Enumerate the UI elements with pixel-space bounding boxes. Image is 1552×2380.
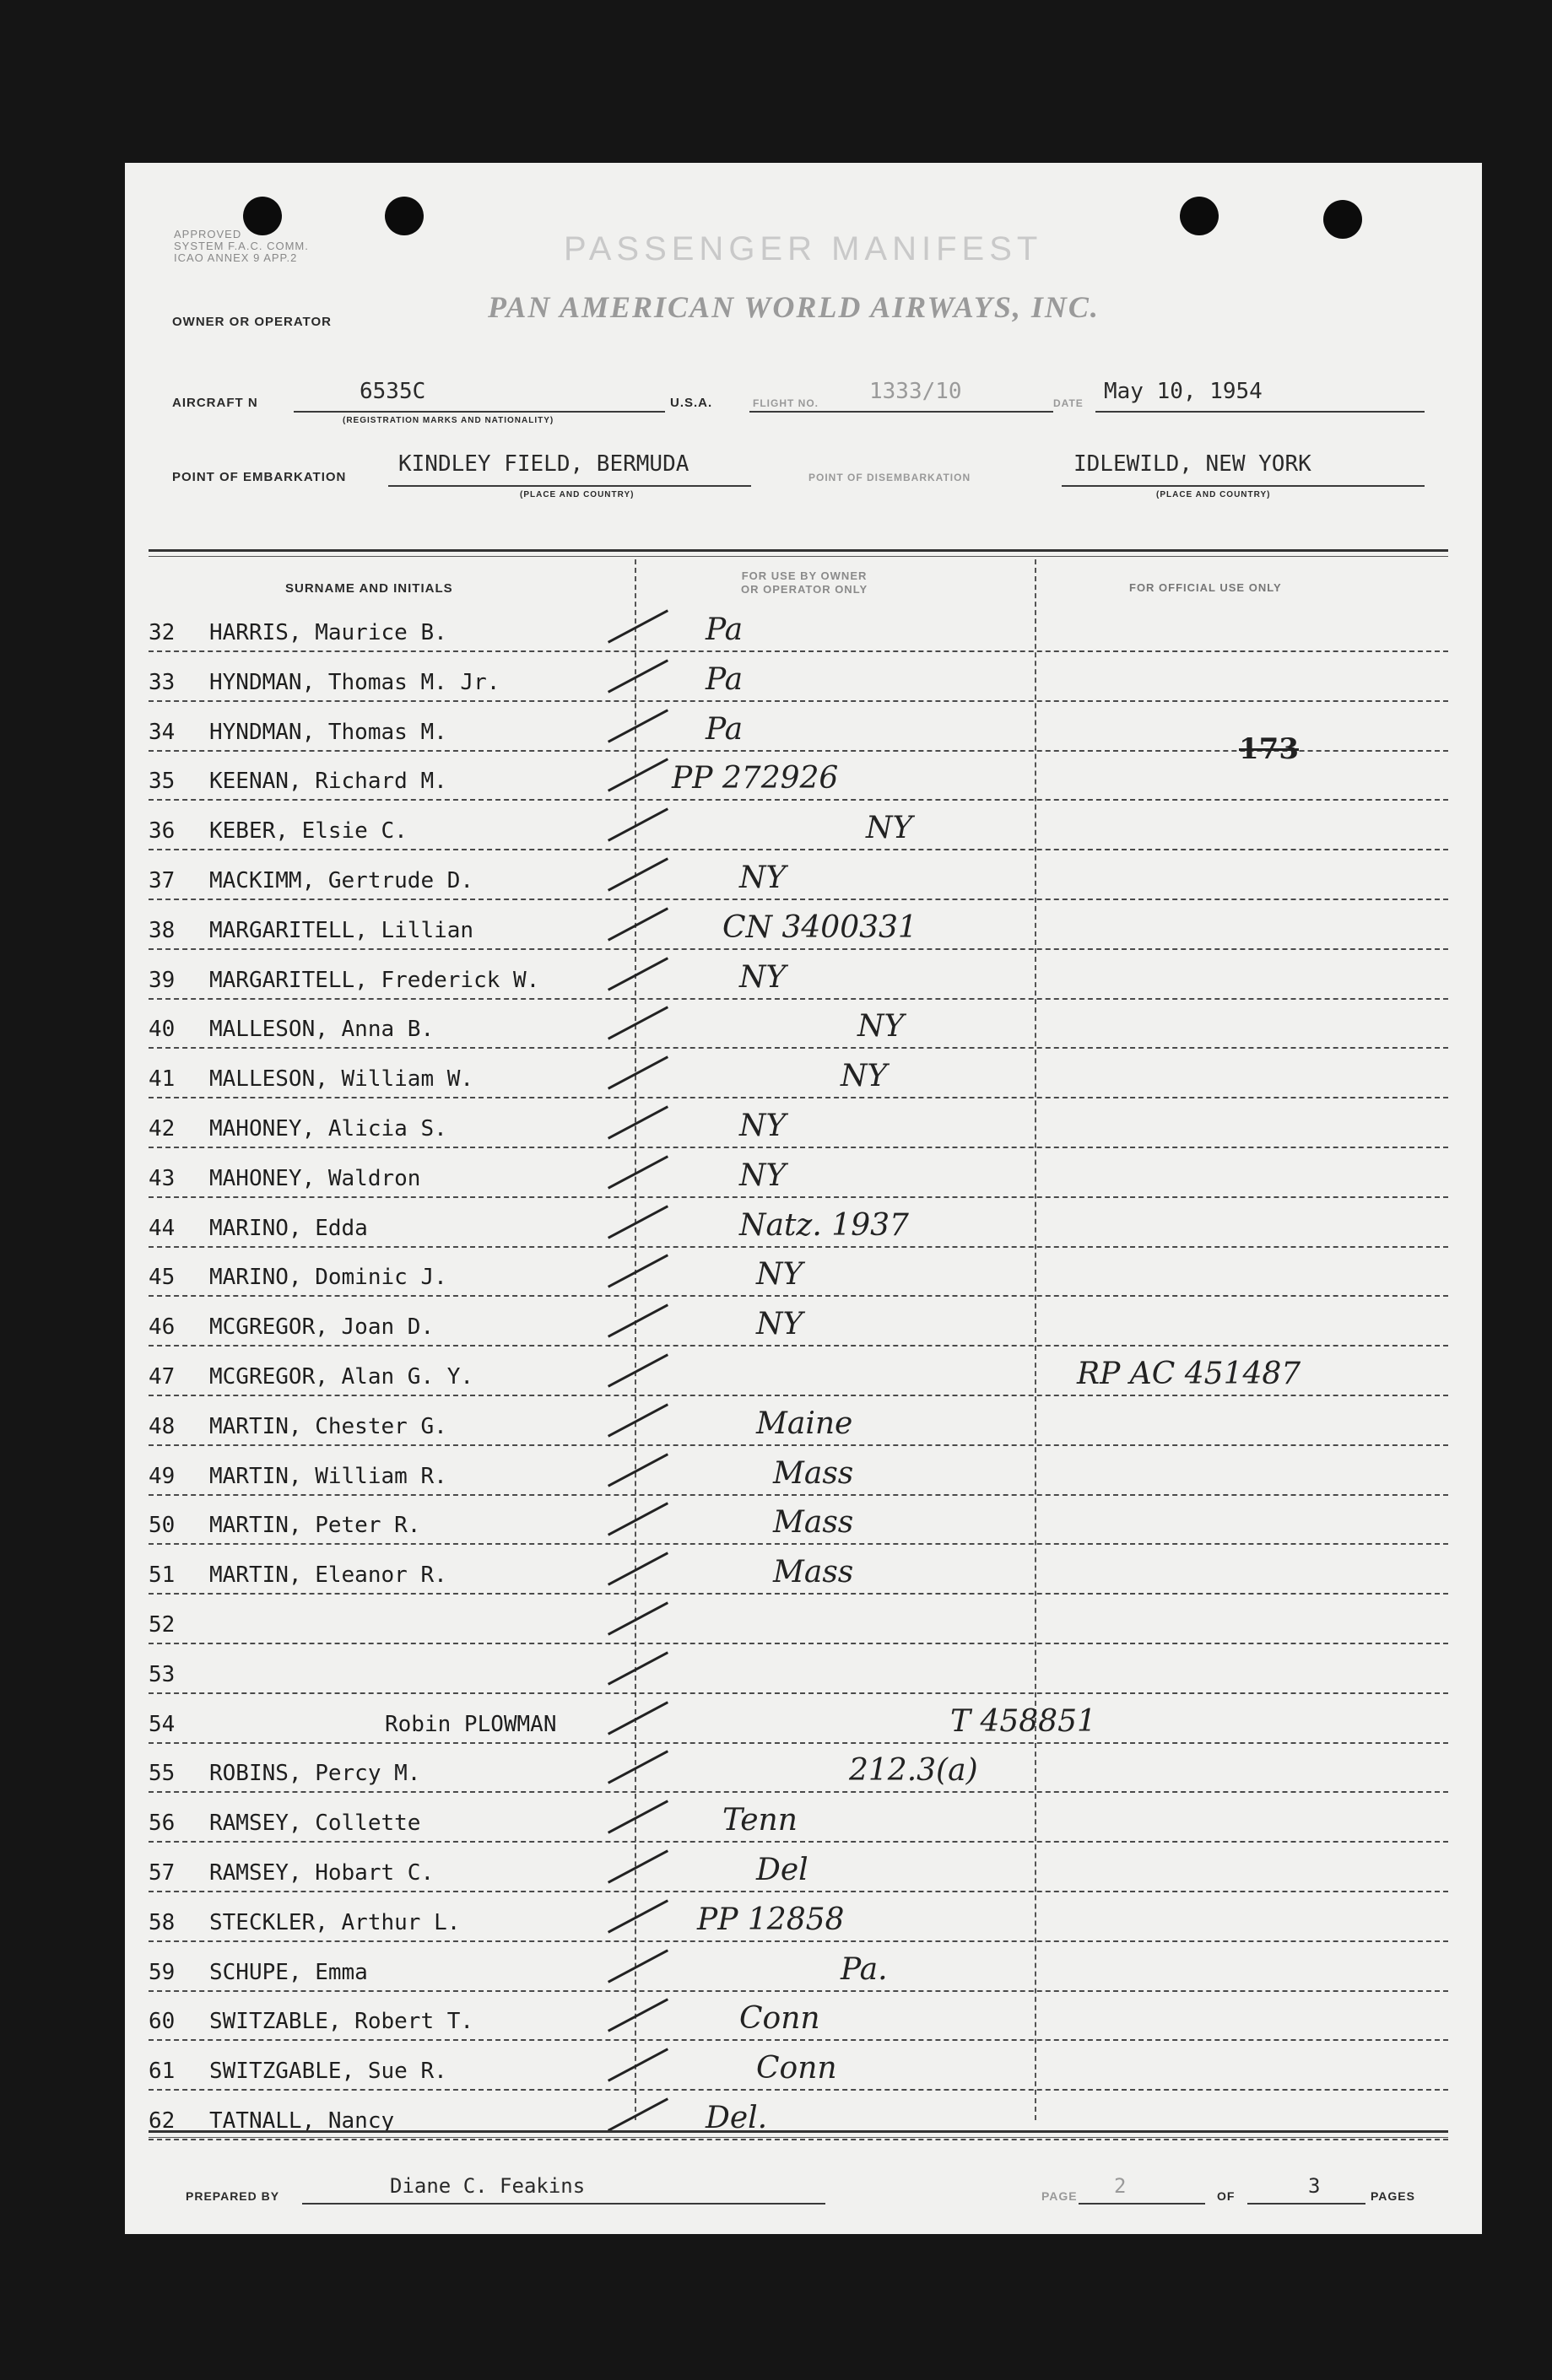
check-mark — [608, 1503, 668, 1536]
row-number: 38 — [149, 917, 176, 943]
table-row — [149, 1147, 1448, 1198]
table-row — [149, 949, 1448, 1000]
check-mark — [608, 1453, 668, 1487]
passenger-name: MARTIN, Chester G. — [209, 1413, 447, 1439]
operator-note: PP 272926 — [672, 761, 839, 796]
official-note: T 458851 — [950, 1703, 1096, 1739]
date-label: DATE — [1053, 397, 1084, 409]
table-row — [149, 1643, 1448, 1694]
prepared-by-value: Diane C. Feakins — [390, 2174, 586, 2198]
check-mark — [608, 1949, 668, 1983]
check-mark — [608, 1403, 668, 1437]
column-header-official: FOR OFFICIAL USE ONLY — [1129, 581, 1282, 594]
passenger-name: MALLESON, Anna B. — [209, 1017, 435, 1043]
row-number: 35 — [149, 769, 176, 795]
table-row — [149, 1792, 1448, 1843]
check-mark — [608, 1751, 668, 1784]
manifest-sheet — [125, 163, 1482, 2234]
operator-note: NY — [866, 811, 913, 846]
table-row — [149, 1990, 1448, 2041]
passenger-name: HARRIS, Maurice B. — [209, 620, 447, 645]
row-number: 48 — [149, 1413, 176, 1439]
embarkation-label: POINT OF EMBARKATION — [172, 470, 347, 484]
table-top-line-2 — [149, 556, 1448, 557]
table-row — [149, 1395, 1448, 1446]
row-number: 60 — [149, 2009, 176, 2035]
row-number: 57 — [149, 1860, 176, 1886]
embarkation-sublabel: (PLACE AND COUNTRY) — [520, 490, 635, 499]
page-line — [1079, 2203, 1205, 2205]
table-row — [149, 850, 1448, 900]
table-row — [149, 1048, 1448, 1098]
embarkation-line — [388, 485, 751, 487]
passenger-name: TATNALL, Nancy — [209, 2108, 395, 2134]
passenger-name: MARGARITELL, Frederick W. — [209, 967, 540, 993]
operator-note: Del. — [706, 2101, 768, 2135]
passenger-name: RAMSEY, Collette — [209, 1811, 421, 1837]
table-row — [149, 1742, 1448, 1793]
column-header-operator: FOR USE BY OWNER OR OPERATOR ONLY — [741, 569, 868, 596]
row-number: 53 — [149, 1661, 176, 1687]
passenger-name: MARTIN, Eleanor R. — [209, 1562, 447, 1589]
check-mark — [608, 1800, 668, 1834]
aircraft-line — [294, 411, 665, 413]
check-mark — [608, 1999, 668, 2032]
check-mark — [608, 1899, 668, 1933]
passenger-name: ROBINS, Percy M. — [209, 1761, 421, 1787]
operator-note: Pa — [706, 661, 744, 697]
of-label: OF — [1217, 2189, 1236, 2203]
row-number: 58 — [149, 1909, 176, 1935]
check-mark — [608, 2097, 668, 2131]
table-top-line — [149, 549, 1448, 552]
flight-label: FLIGHT NO. — [753, 397, 819, 409]
check-mark — [608, 907, 668, 941]
passenger-name: KEENAN, Richard M. — [209, 769, 447, 795]
passenger-name: MAHONEY, Waldron — [209, 1165, 421, 1191]
table-row — [149, 2040, 1448, 2091]
form-title: PASSENGER MANIFEST — [564, 230, 1043, 267]
passenger-name: MCGREGOR, Joan D. — [209, 1314, 435, 1341]
operator-note: NY — [739, 1158, 787, 1193]
approval-note: APPROVED SYSTEM F.A.C. COMM. ICAO ANNEX 9 APP.2 — [174, 228, 309, 264]
row-number: 46 — [149, 1314, 176, 1341]
passenger-name: MARINO, Dominic J. — [209, 1265, 447, 1291]
operator-note: NY — [739, 861, 787, 895]
flight-value: 1333/10 — [869, 379, 962, 404]
of-line — [1247, 2203, 1365, 2205]
row-number: 61 — [149, 2059, 176, 2085]
passenger-name: HYNDMAN, Thomas M. — [209, 719, 447, 745]
check-mark — [608, 659, 668, 693]
operator-note: NY — [841, 1059, 888, 1094]
embarkation-value: KINDLEY FIELD, BERMUDA — [398, 451, 689, 477]
table-bottom-line — [149, 2130, 1448, 2133]
disembarkation-value: IDLEWILD, NEW YORK — [1073, 451, 1311, 477]
operator-name: PAN AMERICAN WORLD AIRWAYS, INC. — [488, 290, 1100, 324]
check-mark — [608, 2048, 668, 2082]
row-number: 59 — [149, 1959, 176, 1985]
date-line — [1095, 411, 1425, 413]
row-number: 47 — [149, 1364, 176, 1390]
passenger-name: STECKLER, Arthur L. — [209, 1909, 461, 1935]
table-row — [149, 800, 1448, 850]
row-number: 32 — [149, 620, 176, 645]
operator-note: Del — [756, 1853, 808, 1887]
passenger-name: MARGARITELL, Lillian — [209, 917, 474, 943]
table-bottom-line-2 — [149, 2137, 1448, 2138]
passenger-name: SWITZGABLE, Sue R. — [209, 2059, 447, 2085]
table-row — [149, 1197, 1448, 1248]
passenger-name: SWITZABLE, Robert T. — [209, 2009, 474, 2035]
table-row — [149, 1544, 1448, 1595]
table-row — [149, 1296, 1448, 1347]
disembarkation-sublabel: (PLACE AND COUNTRY) — [1156, 490, 1271, 499]
table-row — [149, 1346, 1448, 1396]
table-row — [149, 1494, 1448, 1545]
table-row — [149, 899, 1448, 950]
check-mark — [608, 808, 668, 842]
passenger-name: RAMSEY, Hobart C. — [209, 1860, 435, 1886]
stamp-number: 173 — [1239, 732, 1299, 766]
table-row — [149, 1941, 1448, 1992]
row-number: 40 — [149, 1017, 176, 1043]
prepared-by-label: PREPARED BY — [186, 2189, 280, 2203]
check-mark — [608, 1651, 668, 1685]
official-note: RP AC 451487 — [1077, 1357, 1301, 1391]
aircraft-value: 6535C — [360, 379, 426, 404]
operator-note: NY — [756, 1257, 803, 1293]
check-mark — [608, 1056, 668, 1090]
passenger-name: MARINO, Edda — [209, 1215, 368, 1241]
passenger-name: MALLESON, William W. — [209, 1066, 474, 1093]
owner-label: OWNER OR OPERATOR — [172, 315, 332, 329]
check-mark — [608, 1701, 668, 1735]
of-value: 3 — [1308, 2174, 1321, 2198]
check-mark — [608, 1353, 668, 1387]
row-number: 62 — [149, 2108, 176, 2134]
passenger-name: MARTIN, William R. — [209, 1463, 447, 1489]
check-mark — [608, 1304, 668, 1338]
operator-note: Mass — [773, 1455, 854, 1491]
operator-note: 212.3(a) — [849, 1753, 978, 1789]
passenger-name: MCGREGOR, Alan G. Y. — [209, 1364, 474, 1390]
check-mark — [608, 957, 668, 990]
operator-note: Pa — [706, 711, 744, 747]
check-mark — [608, 1155, 668, 1189]
check-mark — [608, 1849, 668, 1883]
date-value: May 10, 1954 — [1104, 379, 1263, 404]
row-number: 44 — [149, 1215, 176, 1241]
page-label: PAGE — [1041, 2189, 1078, 2203]
table-row — [149, 1892, 1448, 1942]
punch-hole-icon — [1323, 200, 1362, 239]
operator-note: NY — [857, 1009, 905, 1044]
operator-note: Tenn — [722, 1803, 798, 1838]
check-mark — [608, 1007, 668, 1040]
passenger-name: MACKIMM, Gertrude D. — [209, 868, 474, 893]
operator-note: NY — [739, 1109, 787, 1143]
check-mark — [608, 1255, 668, 1288]
table-row — [149, 1098, 1448, 1148]
operator-note: Pa — [706, 613, 744, 647]
operator-note: Pa. — [841, 1951, 888, 1987]
row-number: 39 — [149, 967, 176, 993]
operator-note: Mass — [773, 1555, 854, 1590]
row-number: 42 — [149, 1116, 176, 1141]
column-header-surname: SURNAME AND INITIALS — [285, 581, 453, 596]
table-row — [149, 1246, 1448, 1297]
row-number: 49 — [149, 1463, 176, 1489]
row-number: 43 — [149, 1165, 176, 1191]
check-mark — [608, 1601, 668, 1635]
disembarkation-label: POINT OF DISEMBARKATION — [808, 472, 971, 483]
page-value: 2 — [1114, 2174, 1127, 2198]
row-number: 34 — [149, 719, 176, 745]
check-mark — [608, 609, 668, 643]
operator-note: CN 3400331 — [722, 909, 917, 945]
operator-note: Natz. 1937 — [739, 1207, 909, 1243]
row-number: 51 — [149, 1562, 176, 1589]
row-number: 41 — [149, 1066, 176, 1093]
row-number: 56 — [149, 1811, 176, 1837]
aircraft-label: AIRCRAFT N — [172, 396, 258, 410]
table-row — [149, 2090, 1448, 2140]
row-number: 36 — [149, 818, 176, 845]
table-row — [149, 1842, 1448, 1892]
check-mark — [608, 1205, 668, 1239]
check-mark — [608, 857, 668, 891]
punch-hole-icon — [1180, 197, 1219, 235]
check-mark — [608, 709, 668, 742]
check-mark — [608, 1105, 668, 1139]
row-number: 50 — [149, 1513, 176, 1539]
row-number: 37 — [149, 868, 176, 893]
table-row — [149, 1693, 1448, 1744]
check-mark — [608, 758, 668, 792]
operator-note: Conn — [756, 2051, 837, 2086]
passenger-name: MARTIN, Peter R. — [209, 1513, 421, 1539]
row-number: 55 — [149, 1761, 176, 1787]
disembarkation-line — [1062, 485, 1425, 487]
table-row — [149, 1445, 1448, 1496]
passenger-name: SCHUPE, Emma — [209, 1959, 368, 1985]
pages-label: PAGES — [1371, 2189, 1415, 2203]
flight-line — [749, 411, 1053, 413]
punch-hole-icon — [385, 197, 424, 235]
table-row — [149, 998, 1448, 1049]
passenger-name: KEBER, Elsie C. — [209, 818, 408, 845]
passenger-name: HYNDMAN, Thomas M. Jr. — [209, 669, 500, 695]
operator-note: PP 12858 — [697, 1902, 845, 1937]
row-number: 52 — [149, 1612, 176, 1638]
operator-note: Maine — [756, 1406, 853, 1441]
table-row — [149, 651, 1448, 702]
operator-note: NY — [739, 959, 787, 995]
row-number: 45 — [149, 1265, 176, 1291]
table-row — [149, 1594, 1448, 1644]
table-row — [149, 602, 1448, 652]
passenger-name: Robin PLOWMAN — [385, 1711, 557, 1737]
passenger-name: MAHONEY, Alicia S. — [209, 1116, 447, 1141]
aircraft-sublabel: (REGISTRATION MARKS AND NATIONALITY) — [343, 416, 554, 425]
row-number: 33 — [149, 669, 176, 695]
prepared-by-line — [302, 2203, 825, 2205]
check-mark — [608, 1552, 668, 1586]
row-number: 54 — [149, 1711, 176, 1737]
operator-note: NY — [756, 1307, 803, 1342]
usa-label: U.S.A. — [670, 396, 713, 410]
operator-note: Conn — [739, 2001, 820, 2037]
operator-note: Mass — [773, 1505, 854, 1541]
